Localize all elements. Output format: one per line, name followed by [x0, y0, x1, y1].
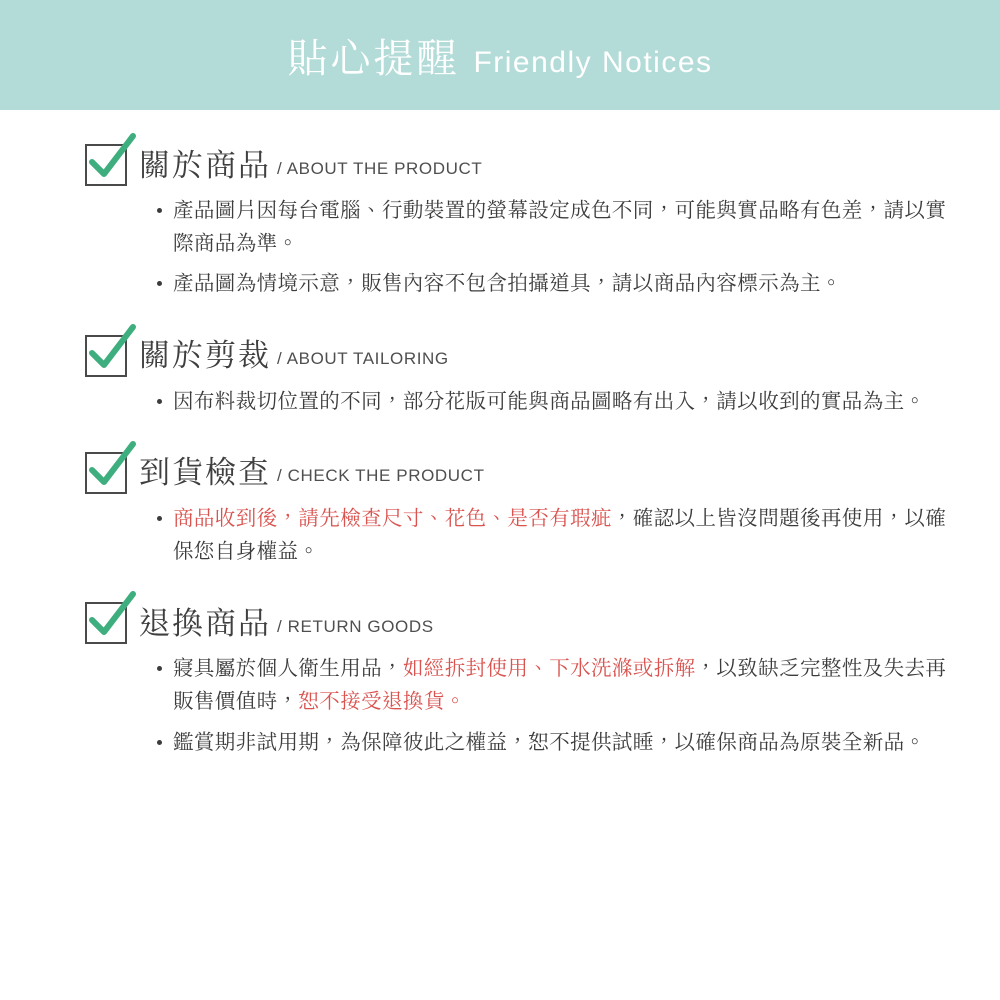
notice-section-header [85, 335, 960, 377]
banner-title-en: Friendly Notices [473, 45, 713, 79]
checkbox-checked-icon[interactable] [85, 144, 127, 186]
notice-text: 寢具屬於個人衛生用品， [173, 657, 403, 681]
page-banner [0, 0, 1000, 110]
notice-section-title-en: / RETURN GOODS [277, 616, 434, 636]
checkbox-checked-icon[interactable] [85, 335, 127, 377]
notice-bullet-list [151, 652, 960, 759]
notice-bullet-list [151, 194, 960, 301]
notice-section-header [85, 452, 960, 494]
notice-text: ，確認以上皆沒問題後再使用，以確保您自身權益。 [173, 506, 947, 564]
notice-section-body [85, 194, 960, 301]
notices-content [0, 110, 1000, 759]
checkbox-checked-icon[interactable] [85, 452, 127, 494]
notice-bullet [151, 194, 960, 260]
notice-text: ，以致缺乏完整性及失去再販售價值時， [173, 657, 947, 714]
notice-section-title-zh: 退換商品 [139, 605, 271, 641]
notice-section [85, 452, 960, 568]
notice-section-header [85, 602, 960, 644]
notice-section-body [85, 385, 960, 418]
notice-section-title-en: / CHECK THE PRODUCT [277, 466, 485, 486]
notice-section-title-zh: 關於剪裁 [139, 338, 271, 374]
notice-section-body [85, 502, 960, 568]
notice-text: 產品圖為情境示意，販售內容不包含拍攝道具，請以商品內容標示為主。 [173, 272, 842, 296]
notice-text-highlight: 恕不接受退換貨。 [298, 690, 466, 714]
notice-section-body [85, 652, 960, 759]
notice-section-header [85, 144, 960, 186]
notice-section-title-en: / ABOUT THE PRODUCT [277, 158, 483, 178]
notice-text: 產品圖片因每台電腦、行動裝置的螢幕設定成色不同，可能與實品略有色差，請以實際商品為準。 [173, 199, 947, 256]
notice-text: 因布料裁切位置的不同，部分花版可能與商品圖略有出入，請以收到的實品為主。 [173, 389, 926, 413]
notice-section-title-zh: 到貨檢查 [139, 455, 271, 491]
notice-bullet [151, 385, 960, 418]
notice-bullet [151, 726, 960, 759]
notice-section-title-en: / ABOUT TAILORING [277, 349, 449, 369]
notice-bullet [151, 267, 960, 300]
notice-section [85, 144, 960, 301]
notice-bullet-list [151, 502, 960, 568]
notice-section [85, 602, 960, 759]
notice-text-highlight: 商品收到後，請先檢查尺寸、花色、是否有瑕疵 [173, 506, 612, 530]
notice-text: 鑑賞期非試用期，為保障彼此之權益，恕不提供試睡，以確保商品為原裝全新品。 [173, 730, 926, 754]
notice-section-title-zh: 關於商品 [139, 147, 271, 183]
notice-text-highlight: 如經拆封使用、下水洗滌或拆解 [402, 657, 696, 681]
notice-bullet-list [151, 385, 960, 418]
notice-section [85, 335, 960, 418]
banner-title [287, 27, 712, 84]
banner-title-zh: 貼心提醒 [287, 36, 460, 81]
notice-bullet [151, 502, 960, 568]
notice-bullet [151, 652, 960, 718]
checkbox-checked-icon[interactable] [85, 602, 127, 644]
